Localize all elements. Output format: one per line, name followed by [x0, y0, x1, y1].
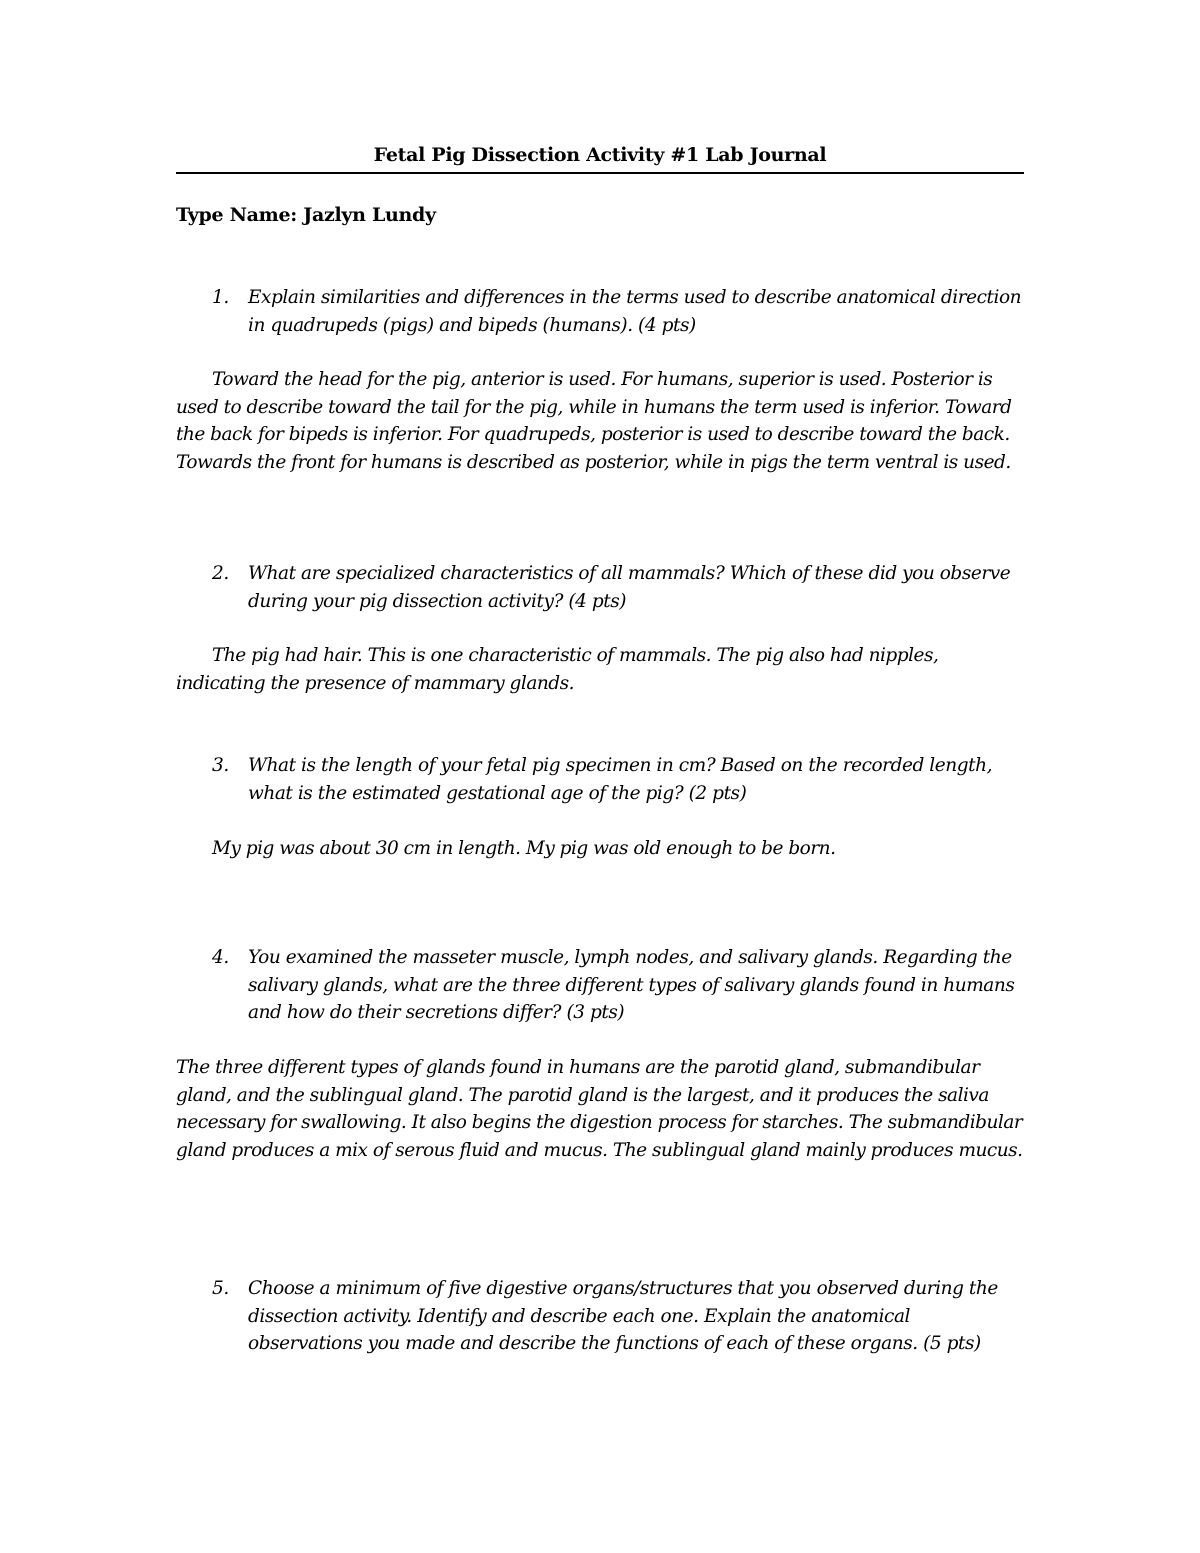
title-block	[176, 140, 1024, 174]
answer-4: The three different types of glands found in humans are the parotid gland, submandibular gland, and the sublingual gland. The parotid gland is the largest, and it produces the saliva necessary for swallowing. It also begins the digestion process for starches. The submandibular gland produces a mix of serous fluid and mucus. The sublingual gland mainly produces mucus.	[176, 1057, 1023, 1161]
question-4	[176, 944, 1026, 1027]
question-number: 2.	[212, 563, 229, 584]
answer-1: Toward the head for the pig, anterior is used. For humans, superior is used. Posterior is used to describe toward the tail for the pig, while in humans the term used is inferior. Toward the back for bipeds is inferior. For quadrupeds, posterior is used to describe toward the back. Towards the front for humans is described as posterior, while in pigs the term ventral is used.	[176, 369, 1012, 473]
question-text: What is the length of your fetal pig specimen in cm? Based on the recorded length, what is the estimated gestational age of the pig? (2 pts)	[248, 755, 992, 804]
question-number: 3.	[212, 755, 229, 776]
question-text: What are specialized characteristics of all mammals? Which of these did you observe during your pig dissection activity? (4 pts)	[248, 563, 1011, 612]
question-number: 4.	[212, 947, 229, 968]
question-number: 1.	[212, 287, 229, 308]
question-text: Explain similarities and differences in the terms used to describe anatomical direction in quadrupeds (pigs) and bipeds (humans). (4 pts)	[248, 287, 1022, 336]
answer-2: The pig had hair. This is one characteristic of mammals. The pig also had nipples, indicating the presence of mammary glands.	[176, 645, 939, 694]
question-1	[176, 284, 1026, 339]
answer-3: My pig was about 30 cm in length. My pig was old enough to be born.	[212, 838, 836, 859]
question-number: 5.	[212, 1278, 229, 1299]
question-2	[176, 560, 1026, 615]
student-name: Type Name: Jazlyn Lundy	[176, 204, 436, 226]
question-text: You examined the masseter muscle, lymph nodes, and salivary glands. Regarding the salivary glands, what are the three different types of salivary glands found in humans and how do their secretions differ? (3 pts)	[248, 947, 1015, 1023]
page-title: Fetal Pig Dissection Activity #1 Lab Journal	[373, 144, 827, 166]
question-3	[176, 752, 1026, 807]
question-text: Choose a minimum of five digestive organs/structures that you observed during the dissection activity. Identify and describe each one. Explain the anatomical observations you made and describe the functions of each of these organs. (5 pts)	[248, 1278, 998, 1354]
question-5	[176, 1275, 1026, 1358]
